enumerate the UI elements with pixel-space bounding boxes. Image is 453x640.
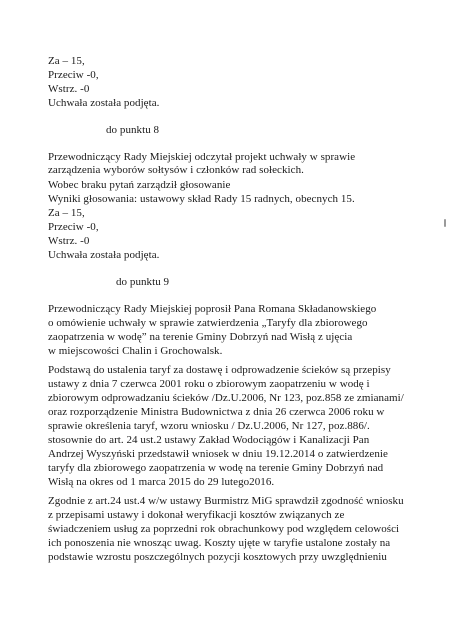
- scan-mark: [444, 219, 446, 227]
- vote-against-line: Przeciw -0,: [48, 221, 99, 233]
- paragraph-line: ich ponoszenia nie wnosząc uwag. Koszty ujęte w taryfie ustalone zostały na: [48, 537, 391, 549]
- vote-for-line: Za – 15,: [48, 207, 85, 219]
- paragraph-line: sprawie określenia taryf, wzoru wniosku / Dz.U.2006, Nr 127, poz.886/.: [48, 420, 370, 432]
- paragraph-line: taryfy dla zbiorowego zaopatrzenia w wodę na terenie Gminy Dobrzyń nad: [48, 462, 384, 474]
- paragraph-line: Podstawą do ustalenia taryf za dostawę i odprowadzenie ścieków są przepisy: [48, 364, 391, 376]
- resolution-adopted-line: Uchwała została podjęta.: [48, 249, 160, 261]
- paragraph-line: Przewodniczący Rady Miejskiej odczytał projekt uchwały w sprawie: [48, 151, 356, 163]
- paragraph-line: o omówienie uchwały w sprawie zatwierdzenia „Taryfy dla zbiorowego: [48, 317, 368, 329]
- paragraph-line: w miejscowości Chalin i Grochowalsk.: [48, 345, 223, 357]
- vote-abstain-line: Wstrz. -0: [48, 83, 90, 95]
- paragraph-line: świadczeniem usług za poprzedni rok obrachunkowy pod względem celowości: [48, 523, 400, 535]
- paragraph-line: Zgodnie z art.24 ust.4 w/w ustawy Burmistrz MiG sprawdził zgodność wniosku: [48, 495, 404, 507]
- paragraph-line: zbiorowym odprowadzaniu ścieków /Dz.U.2006, Nr 123, poz.858 ze zmianami/: [48, 392, 404, 404]
- section-heading-8: do punktu 8: [106, 124, 160, 136]
- vote-against-line: Przeciw -0,: [48, 69, 99, 81]
- paragraph-line: ustawy z dnia 7 czerwca 2001 roku o zbiorowym zaopatrzeniu w wodę i: [48, 378, 370, 390]
- paragraph-line: Wobec braku pytań zarządził głosowanie: [48, 179, 231, 191]
- paragraph-line: Przewodniczący Rady Miejskiej poprosił Pana Romana Składanowskiego: [48, 303, 377, 315]
- paragraph-line: oraz rozporządzenie Ministra Budownictwa z dnia 26 czerwca 2006 roku w: [48, 406, 385, 418]
- vote-abstain-line: Wstrz. -0: [48, 235, 90, 247]
- vote-for-line: Za – 15,: [48, 55, 85, 67]
- paragraph-line: podstawie wzrostu poszczególnych pozycji kosztowych przy uwzględnieniu: [48, 551, 387, 563]
- paragraph-line: zarządzenia wyborów sołtysów i członków rad sołeckich.: [48, 164, 304, 176]
- paragraph-line: Wyniki głosowania: ustawowy skład Rady 15 radnych, obecnych 15.: [48, 193, 355, 205]
- paragraph-line: Andrzej Wyszyński przedstawił wniosek w dniu 19.12.2014 o zatwierdzenie: [48, 448, 388, 460]
- paragraph-line: zaopatrzenia w wodę” na terenie Gminy Dobrzyń nad Wisłą z ujęcia: [48, 331, 353, 343]
- paragraph-line: Wisłą na okres od 1 marca 2015 do 29 lutego2016.: [48, 476, 275, 488]
- paragraph-line: z przepisami ustawy i dokonał weryfikacji kosztów związanych ze: [48, 509, 345, 521]
- paragraph-line: stosownie do art. 24 ust.2 ustawy Zakład Wodociągów i Kanalizacji Pan: [48, 434, 370, 446]
- resolution-adopted-line: Uchwała została podjęta.: [48, 97, 160, 109]
- section-heading-9: do punktu 9: [116, 276, 170, 288]
